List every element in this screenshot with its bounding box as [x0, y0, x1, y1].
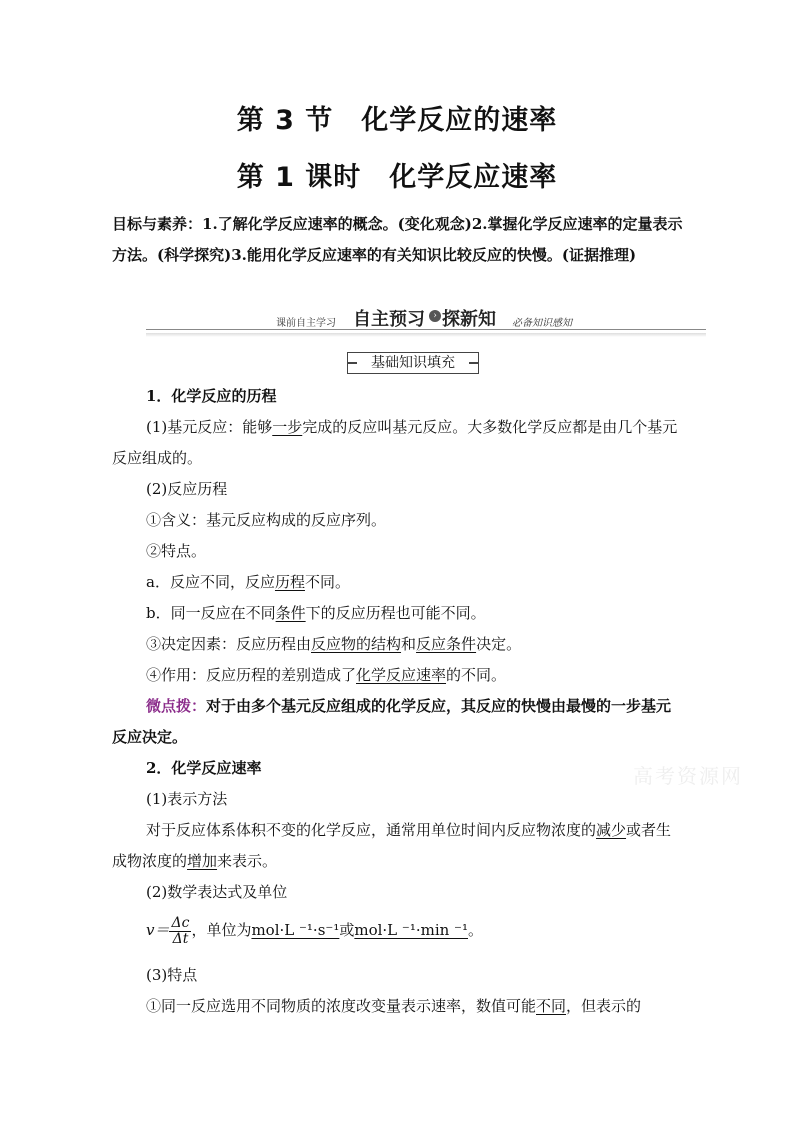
banner-left-text: 课前自主学习	[276, 318, 336, 329]
unit-per-second: mol·L ⁻¹·s⁻¹	[251, 921, 340, 939]
banner-main-text-2: 探新知	[442, 309, 496, 330]
hint-label: 微点拨：	[146, 697, 207, 715]
watermark: 高考资源网	[633, 764, 743, 788]
formula-fraction: $\frac{\Delta c}{\Delta t}$	[171, 914, 190, 947]
hint-paragraph: 微点拨：对于由多个基元反应组成的化学反应，其反应的快慢由最慢的一步基元反应决定。	[112, 697, 672, 746]
paragraph-reaction-path: (2)反应历程	[146, 480, 228, 498]
banner-main-text: 自主预习	[353, 309, 425, 330]
paragraph-definition: 对于反应体系体积不变的化学反应，通常用单位时间内反应物浓度的减少或者生成物浓度的增加来表示。	[112, 821, 672, 870]
paragraph-representation: (1)表示方法	[146, 790, 228, 808]
chevron-right-icon: ›	[429, 310, 441, 322]
objectives: 目标与素养：1.了解化学反应速率的概念。(变化观念)2.掌握化学反应速率的定量表示方法。(科学探究)3.能用化学反应速率的有关知识比较反应的快慢。(证据推理)	[112, 215, 683, 264]
formula-line: v＝ $\frac{\Delta c}{\Delta t}$ ，单位为mol·L ⁻¹·s⁻¹或mol·L ⁻¹·min ⁻¹。	[146, 914, 484, 947]
banner-right-text: 必备知识感知	[512, 318, 572, 329]
banner-shadow	[146, 333, 706, 337]
paragraph-meaning: ①含义：基元反应构成的反应序列。	[146, 511, 387, 529]
paragraph-elementary-reaction: (1)基元反应：能够一步完成的反应叫基元反应。大多数化学反应都是由几个基元反应组成的。	[112, 418, 678, 467]
paragraph-feature-1: ①同一反应选用不同物质的浓度改变量表示速率，数值可能不同，但表示的	[146, 997, 642, 1015]
paragraph-feature-b: b．同一反应在不同条件下的反应历程也可能不同。	[146, 604, 486, 622]
paragraph-factors: ③决定因素：反应历程由反应物的结构和反应条件决定。	[146, 635, 522, 653]
paragraph-features: ②特点。	[146, 542, 207, 560]
section-tag: 基础知识填充	[347, 352, 479, 374]
unit-per-minute: mol·L ⁻¹·min ⁻¹	[354, 921, 468, 939]
paragraph-feature-a: a．反应不同，反应历程不同。	[146, 573, 350, 591]
paragraph-expression-title: (2)数学表达式及单位	[146, 883, 288, 901]
paragraph-features-3: (3)特点	[146, 966, 198, 984]
paragraph-effect: ④作用：反应历程的差别造成了化学反应速率的不同。	[146, 666, 507, 684]
heading-2: 2．化学反应速率	[146, 759, 262, 777]
lesson-title: 第 1 课时 化学反应速率	[236, 162, 558, 193]
section-banner	[146, 303, 706, 337]
heading-1: 1．化学反应的历程	[146, 387, 277, 405]
section-title: 第 3 节 化学反应的速率	[236, 105, 558, 136]
